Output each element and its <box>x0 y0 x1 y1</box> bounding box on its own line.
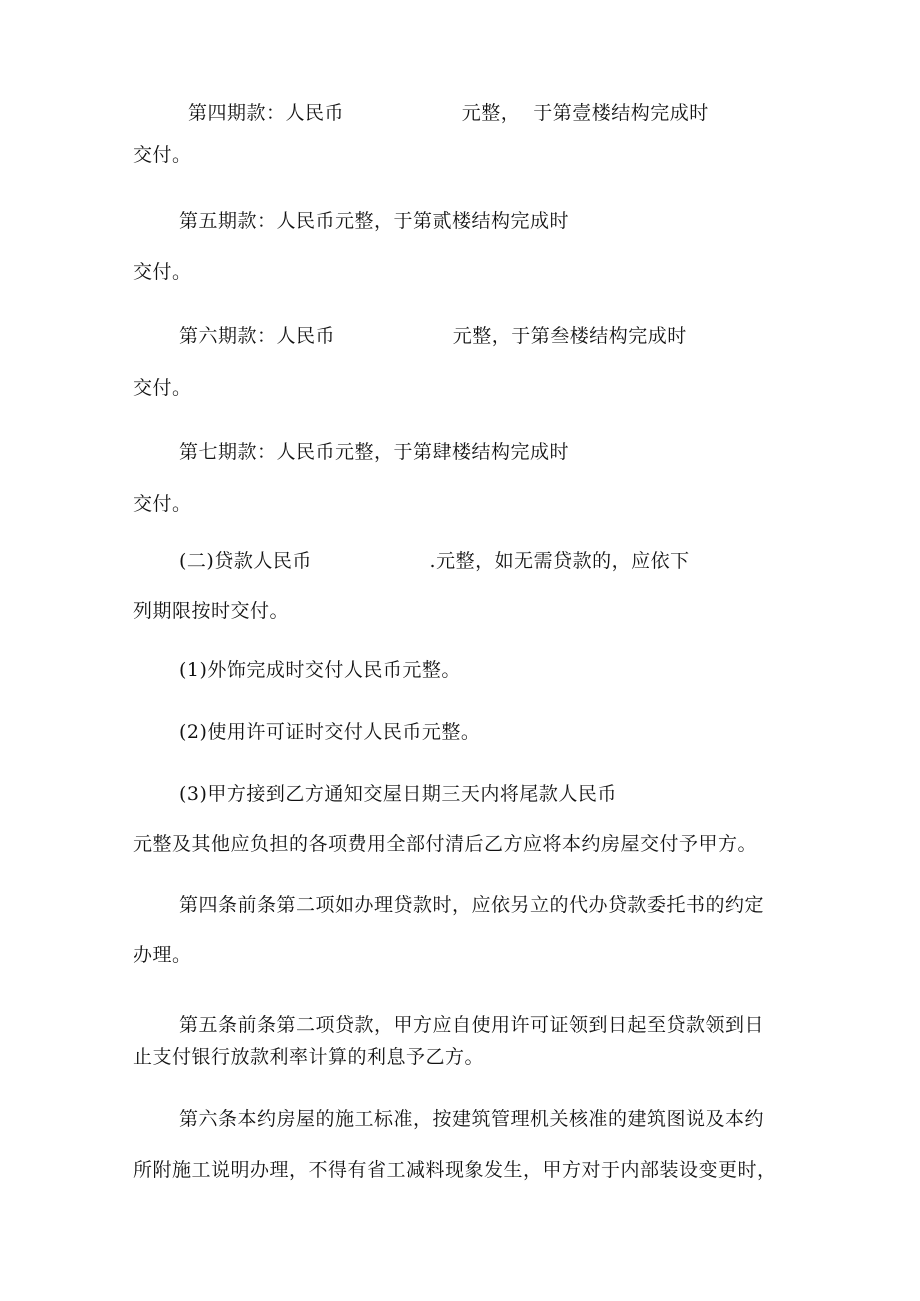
article-4-line: 第四条前条第二项如办理贷款时，应依另立的代办贷款委托书的约定 <box>179 894 765 916</box>
article-5-line: 第五条前条第二项贷款，甲方应自使用许可证领到日起至贷款领到日 <box>179 1014 765 1036</box>
continuation-line: 止支付银行放款利率计算的利息予乙方。 <box>133 1046 485 1068</box>
continuation-line: 交付。 <box>133 493 192 515</box>
continuation-line: 交付。 <box>133 261 192 283</box>
loan-clause-line: (二)贷款人民币 .元整，如无需贷款的，应依下 <box>179 550 690 572</box>
continuation-line: 所附施工说明办理，不得有省工减料现象发生，甲方对于内部装设变更时， <box>133 1159 777 1181</box>
continuation-line: 列期限按时交付。 <box>133 600 290 622</box>
installment-6-line: 第六期款：人民币 元整，于第叁楼结构完成时 <box>179 325 687 347</box>
continuation-line: 交付。 <box>133 377 192 399</box>
continuation-line: 交付。 <box>133 144 192 166</box>
continuation-line: 办理。 <box>133 944 192 966</box>
continuation-line: 元整及其他应负担的各项费用全部付清后乙方应将本约房屋交付予甲方。 <box>133 833 758 855</box>
installment-7-line: 第七期款：人民币元整，于第肆楼结构完成时 <box>179 441 570 463</box>
loan-item-1: (1)外饰完成时交付人民币元整。 <box>179 659 461 681</box>
installment-5-line: 第五期款：人民币元整，于第贰楼结构完成时 <box>179 210 570 232</box>
loan-item-2: (2)使用许可证时交付人民币元整。 <box>179 721 481 743</box>
installment-4-line: 第四期款：人民币 元整， 于第壹楼结构完成时 <box>188 102 709 124</box>
article-6-line: 第六条本约房屋的施工标准，按建筑管理机关核准的建筑图说及本约 <box>179 1108 765 1130</box>
loan-item-3: (3)甲方接到乙方通知交屋日期三天内将尾款人民币 <box>179 783 617 805</box>
